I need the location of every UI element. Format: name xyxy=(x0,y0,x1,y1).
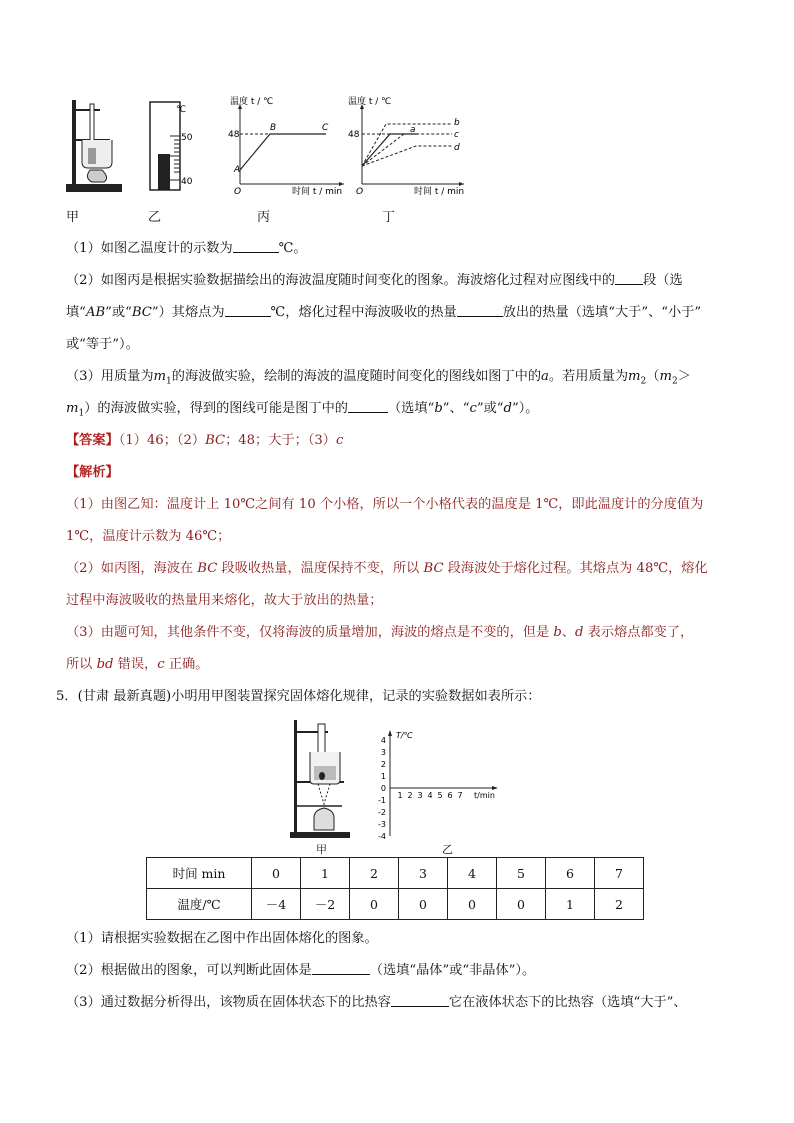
svg-text:O: O xyxy=(234,187,242,197)
svg-text:A: A xyxy=(234,165,241,175)
figure-ding-graph xyxy=(346,94,468,198)
answer-blank[interactable] xyxy=(391,994,449,1007)
table-cell: －2 xyxy=(301,889,350,920)
q4-analysis-line1: （1）由图乙知：温度计上 10℃之间有 10 个小格，所以一个小格代表的温度是 1℃，即此温度计的分度值为 xyxy=(66,497,704,512)
figure-label-ding: 丁 xyxy=(382,210,396,225)
svg-text:t/min: t/min xyxy=(474,791,495,800)
q4-analysis-line3: （2）如丙图，海波在 BC 段吸收热量，温度保持不变，所以 BC 段海波处于熔化过程。其熔点为 48℃，熔化 xyxy=(66,561,708,576)
svg-text:T/℃: T/℃ xyxy=(396,731,413,740)
svg-text:d: d xyxy=(454,143,460,153)
figure-bing-graph xyxy=(228,94,348,198)
table-cell: 7 xyxy=(595,858,644,889)
q4-answer: 【答案】（1）46；（2）BC；48；大于；（3）c xyxy=(66,433,344,448)
svg-text:-4: -4 xyxy=(378,832,386,841)
answer-blank[interactable] xyxy=(457,304,503,317)
q5-figure-label-yi: 乙 xyxy=(442,843,453,856)
figure-label-jia: 甲 xyxy=(66,210,80,225)
svg-text:时间 t / min: 时间 t / min xyxy=(414,187,465,197)
table-cell: 2 xyxy=(350,858,399,889)
svg-text:0: 0 xyxy=(380,784,386,793)
svg-text:℃: ℃ xyxy=(176,105,187,115)
table-cell: 0 xyxy=(497,889,546,920)
table-cell: 5 xyxy=(497,858,546,889)
q4-analysis-head: 【解析】 xyxy=(66,465,119,480)
svg-text:-1: -1 xyxy=(378,796,386,805)
svg-text:温度 t / ℃: 温度 t / ℃ xyxy=(230,97,274,107)
q4-analysis-line2: 1℃，温度计示数为 46℃； xyxy=(66,529,231,544)
q4-part2-line3: 或“等于”）。 xyxy=(66,337,139,352)
table-cell: －4 xyxy=(252,889,301,920)
q4-part2-line1: （2）如图丙是根据实验数据描绘出的海波温度随时间变化的图象。海波熔化过程对应图线中的 段（选 xyxy=(66,273,683,288)
svg-text:3: 3 xyxy=(417,791,423,800)
q5-figure-yi-axes xyxy=(364,726,504,842)
table-cell: 1 xyxy=(546,889,595,920)
svg-text:时间 t / min: 时间 t / min xyxy=(292,187,343,197)
q4-part3-line2: $m_1$）的海波做实验，得到的图线可能是图丁中的 （选填“b”、“c”或“d”）。 xyxy=(66,401,539,419)
table-cell: 0 xyxy=(448,889,497,920)
svg-text:a: a xyxy=(410,125,416,135)
table-row-temperature xyxy=(147,889,644,920)
table-cell: 4 xyxy=(448,858,497,889)
q4-part2-line2: 填“AB”或“BC”）其熔点为 ℃，熔化过程中海波吸收的热量 放出的热量（选填“大于”、“小于” xyxy=(66,305,702,320)
table-cell: 3 xyxy=(399,858,448,889)
table-cell: 0 xyxy=(399,889,448,920)
q5-data-table xyxy=(146,857,644,920)
svg-text:-3: -3 xyxy=(378,820,386,829)
svg-text:5: 5 xyxy=(437,791,443,800)
figure-label-yi: 乙 xyxy=(148,210,162,225)
q5-stem: 5．(甘肃 最新真题)小明用甲图装置探究固体熔化规律，记录的实验数据如表所示： xyxy=(56,689,541,704)
table-header-cell: 时间 min xyxy=(147,858,252,889)
svg-text:6: 6 xyxy=(447,791,453,800)
svg-text:2: 2 xyxy=(380,760,386,769)
table-cell: 0 xyxy=(252,858,301,889)
svg-text:1: 1 xyxy=(397,791,403,800)
svg-text:2: 2 xyxy=(407,791,413,800)
svg-text:48: 48 xyxy=(228,130,240,140)
q5-figure-label-jia: 甲 xyxy=(316,843,327,856)
answer-blank[interactable] xyxy=(615,272,643,285)
svg-text:4: 4 xyxy=(380,736,386,745)
q4-analysis-line4: 过程中海波吸收的热量用来熔化，故大于放出的热量； xyxy=(66,593,383,608)
figure-label-bing: 丙 xyxy=(257,210,271,225)
svg-text:C: C xyxy=(322,123,329,133)
svg-text:40: 40 xyxy=(181,177,193,187)
q4-analysis-line5: （3）由题可知，其他条件不变，仅将海波的质量增加，海波的熔点是不变的，但是 b、d 表示熔点都变了， xyxy=(66,625,694,640)
table-cell: 6 xyxy=(546,858,595,889)
answer-blank[interactable] xyxy=(225,304,271,317)
svg-text:3: 3 xyxy=(380,748,386,757)
svg-text:c: c xyxy=(454,130,459,140)
svg-text:48: 48 xyxy=(348,130,360,140)
svg-text:50: 50 xyxy=(181,133,193,143)
svg-text:1: 1 xyxy=(380,772,386,781)
q4-analysis-line6: 所以 bd 错误，c 正确。 xyxy=(66,657,209,672)
q4-part3-line1: （3）用质量为$m_1$的海波做实验，绘制的海波的温度随时间变化的图线如图丁中的a。若用质量为$m_2(m_2>$ xyxy=(66,369,691,387)
svg-text:4: 4 xyxy=(427,791,433,800)
q5-figure-jia-apparatus xyxy=(286,718,356,840)
answer-blank[interactable] xyxy=(312,962,370,975)
table-cell: 0 xyxy=(350,889,399,920)
table-header-cell: 温度/℃ xyxy=(147,889,252,920)
svg-text:温度 t / ℃: 温度 t / ℃ xyxy=(348,97,392,107)
figure-yi-thermometer xyxy=(140,96,200,196)
table-cell: 1 xyxy=(301,858,350,889)
q5-part3: （3）通过数据分析得出，该物质在固体状态下的比热容 它在液体状态下的比热容（选填“大于”、 xyxy=(66,995,687,1010)
svg-text:-2: -2 xyxy=(378,808,386,817)
q5-part1: （1）请根据实验数据在乙图中作出固体熔化的图象。 xyxy=(66,931,378,946)
q4-part1: （1）如图乙温度计的示数为 ℃。 xyxy=(66,241,307,256)
svg-text:B: B xyxy=(270,123,277,133)
svg-text:7: 7 xyxy=(457,791,463,800)
answer-blank[interactable] xyxy=(348,400,388,413)
svg-text:O: O xyxy=(356,187,364,197)
q5-part2: （2）根据做出的图象，可以判断此固体是 （选填“晶体”或“非晶体”）。 xyxy=(66,963,536,978)
svg-text:b: b xyxy=(454,118,460,128)
table-cell: 2 xyxy=(595,889,644,920)
table-row-time xyxy=(147,858,644,889)
answer-blank[interactable] xyxy=(233,240,279,253)
figure-jia-apparatus xyxy=(64,96,124,196)
